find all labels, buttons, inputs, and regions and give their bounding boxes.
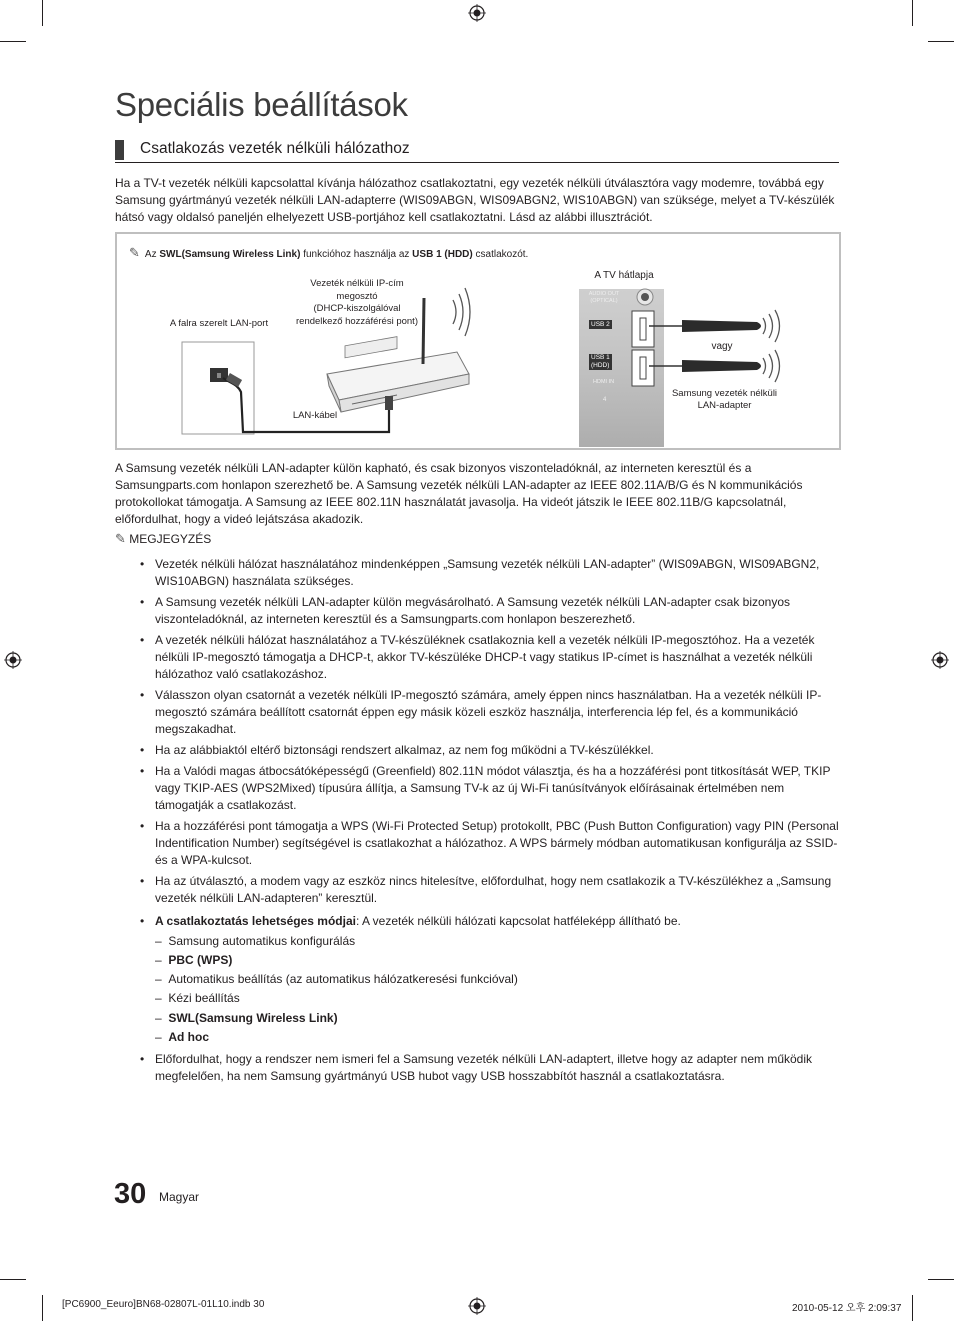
adapter-label: Samsung vezeték nélküli LAN-adapter	[671, 388, 778, 411]
registration-mark-icon	[468, 1297, 486, 1315]
wireless-adapter-bottom	[649, 360, 761, 372]
language-label: Magyar	[159, 1190, 200, 1204]
bullet-icon: •	[140, 633, 145, 647]
registration-mark-icon	[4, 651, 22, 669]
or-label: vagy	[711, 341, 733, 352]
lan-cable-label: LAN-kábel	[292, 410, 338, 421]
crop-mark	[42, 1295, 43, 1321]
bullet-icon: •	[140, 743, 145, 757]
bullet-icon: •	[140, 595, 145, 609]
mode-item: – Automatikus beállítás (az automatikus hálózatkeresési funkcióval)	[155, 972, 518, 986]
note-bullet: • Ha az alábbiaktól eltérő biztonsági rendszert alkalmaz, az nem fog működni a TV-készülékkel.	[140, 743, 654, 757]
note-bullet: • A Samsung vezeték nélküli LAN-adapter külön megvásárolható. A Samsung vezeték nélküli LAN-adapter csak bizonyos viszonteladóknál, az interneten keresztül és a Samsungparts.com honlapon beszerezhető.	[140, 595, 791, 626]
note-bullet: • Ha az útválasztó, a modem vagy az eszköz nincs hitelesítve, előfordulhat, hogy nem csatlakozik a TV-készülékhez a „Samsung vezeték nélküli LAN-adapteren” keresztül.	[140, 874, 832, 905]
panel-usb1-label: USB 1 (HDD)	[591, 354, 610, 369]
bullet-icon: •	[140, 688, 145, 702]
crop-mark	[0, 41, 26, 42]
mode-item: – Samsung automatikus konfigurálás	[155, 934, 356, 948]
registration-mark-icon	[468, 4, 486, 22]
last-bullet: • Előfordulhat, hogy a rendszer nem ismeri fel a Samsung vezeték nélküli LAN-adaptert, illetve hogy az adapter nem működik megfelelően, ha nem Samsung gyártmányú USB hubot vagy USB hosszabbítót használ a csatlakoztatásra.	[140, 1052, 813, 1083]
figure-note: ✎ Az SWL(Samsung Wireless Link) funkcióhoz használja az USB 1 (HDD) csatlakozót.	[129, 246, 529, 261]
panel-hdmi-label: HDMI IN	[593, 379, 615, 385]
crop-mark	[912, 1295, 913, 1321]
crop-mark	[912, 0, 913, 26]
adapter-paragraph: A Samsung vezeték nélküli LAN-adapter külön kapható, és csak bizonyos viszonteladóknál, az interneten keresztül és a Samsungparts.com honlapon szerezhető be. A Samsung vezeték nélküli LAN-adapter az IEEE 802.11A/B/G és N kommunikációs protokollokat támogatja. A Samsung az IEEE 802.11N használatát javasolja. Ha videót játszik le IEEE 802.11B/G kapcsolatnál, előfordulhat, hogy a videó lejátszása akadozik.	[115, 461, 803, 526]
mode-item: – PBC (WPS)	[155, 953, 233, 967]
pencil-icon: ✎	[115, 532, 126, 547]
mode-item: – Kézi beállítás	[155, 991, 240, 1005]
connection-illustration	[115, 232, 841, 450]
wireless-adapter-top	[649, 320, 761, 332]
bullet-icon: •	[140, 874, 145, 888]
modes-bullet: • A csatlakoztatás lehetséges módjai: A vezeték nélküli hálózati kapcsolat hatféleképp állítható be.	[140, 914, 681, 928]
wall-port-label: A falra szerelt LAN-port	[169, 318, 269, 329]
panel-audio-label: AUDIO OUT (OPTICAL)	[588, 291, 620, 304]
mode-item: – SWL(Samsung Wireless Link)	[155, 1011, 338, 1025]
page-number: 30	[114, 1178, 147, 1210]
note-heading: ✎ MEGJEGYZÉS	[115, 532, 212, 547]
crop-mark	[928, 1279, 954, 1280]
crop-mark	[0, 1279, 26, 1280]
page-title: Speciális beállítások	[115, 86, 408, 123]
mode-item: – Ad hoc	[155, 1030, 210, 1044]
section-divider	[115, 162, 839, 163]
footer-file: [PC6900_Eeuro]BN68-02807L-01L10.indb 30	[62, 1299, 265, 1310]
section-marker	[115, 140, 124, 160]
pencil-icon: ✎	[129, 246, 140, 261]
footer-date: 2010-05-12 오후 2:09:37	[792, 1303, 902, 1314]
bullet-icon: •	[140, 557, 145, 571]
note-bullet: • Válasszon olyan csatornát a vezeték nélküli IP-megosztó számára, amely éppen nincs használatban. Ha a vezeték nélküli IP-megosztó számára beállított csatornát éppen egy másik közeli eszköz használja, interferencia lép fel, és a kommunikáció megszakadhat.	[140, 688, 822, 736]
note-bullet: • A vezeték nélküli hálózat használatához a TV-készüléknek csatlakoznia kell a vezeték nélküli IP-megosztóhoz. Ha a vezeték nélküli IP-megosztó támogatja a DHCP-t, akkor TV-készüléke DHCP-t vagy statikus IP-címet is használhat a vezeték nélküli hálózathoz való csatlakozáshoz.	[140, 633, 815, 681]
router-label: Vezeték nélküli IP-cím megosztó (DHCP-kiszolgálóval rendelkező hozzáférési pont)	[296, 278, 418, 327]
intro-paragraph: Ha a TV-t vezeték nélküli kapcsolattal kívánja hálózathoz csatlakoztatni, egy vezeték nélküli útválasztóra vagy modemre, továbbá egy Samsung gyártmányú vezeték nélküli LAN-adapterre (WIS09ABGN, WIS09ABGN2, WIS10ABGN) van szüksége, melyet a TV-készülék hátsó vagy oldalsó paneljén elhelyezett USB-portjához kell csatlakoztatni. Lásd az alábbi illusztrációt.	[115, 176, 835, 224]
bullet-icon: •	[140, 764, 145, 778]
section-title: Csatlakozás vezeték nélküli hálózathoz	[140, 140, 410, 157]
note-bullet: • Vezeték nélküli hálózat használatához mindenképpen „Samsung vezeték nélküli LAN-adapter” (WIS09ABGN, WIS09ABGN2, WIS10ABGN) használata szükséges.	[140, 557, 820, 588]
wifi-signal-icon	[763, 310, 780, 382]
panel-number-label: 4	[603, 397, 607, 403]
panel-usb2-label: USB 2	[591, 321, 610, 328]
crop-mark	[928, 41, 954, 42]
tv-back-label: A TV hátlapja	[594, 270, 654, 281]
crop-mark	[42, 0, 43, 26]
wifi-signal-icon	[453, 288, 470, 336]
bullet-icon: •	[140, 819, 145, 833]
registration-mark-icon	[931, 651, 949, 669]
note-bullet: • Ha a Valódi magas átbocsátóképességű (Greenfield) 802.11N módot választja, és ha a hozzáférési pont titkosítását WEP, TKIP vagy TKIP-AES (WPS2Mixed) típusúra állítja, a Samsung TV-k az új Wi-Fi tanúsítványok előírásainak értelmében nem támogatják a csatlakozást.	[140, 764, 831, 812]
note-bullet: • Ha a hozzáférési pont támogatja a WPS (Wi-Fi Protected Setup) protokollt, PBC (Push Button Configuration) vagy PIN (Personal Indentification Number) segítségével is csatlakozhat a hálózathoz. A WPS bármely módban automatikusan konfigurálja az SSID- és a WPA-kulcsot.	[140, 819, 839, 867]
notes-list	[115, 556, 839, 911]
